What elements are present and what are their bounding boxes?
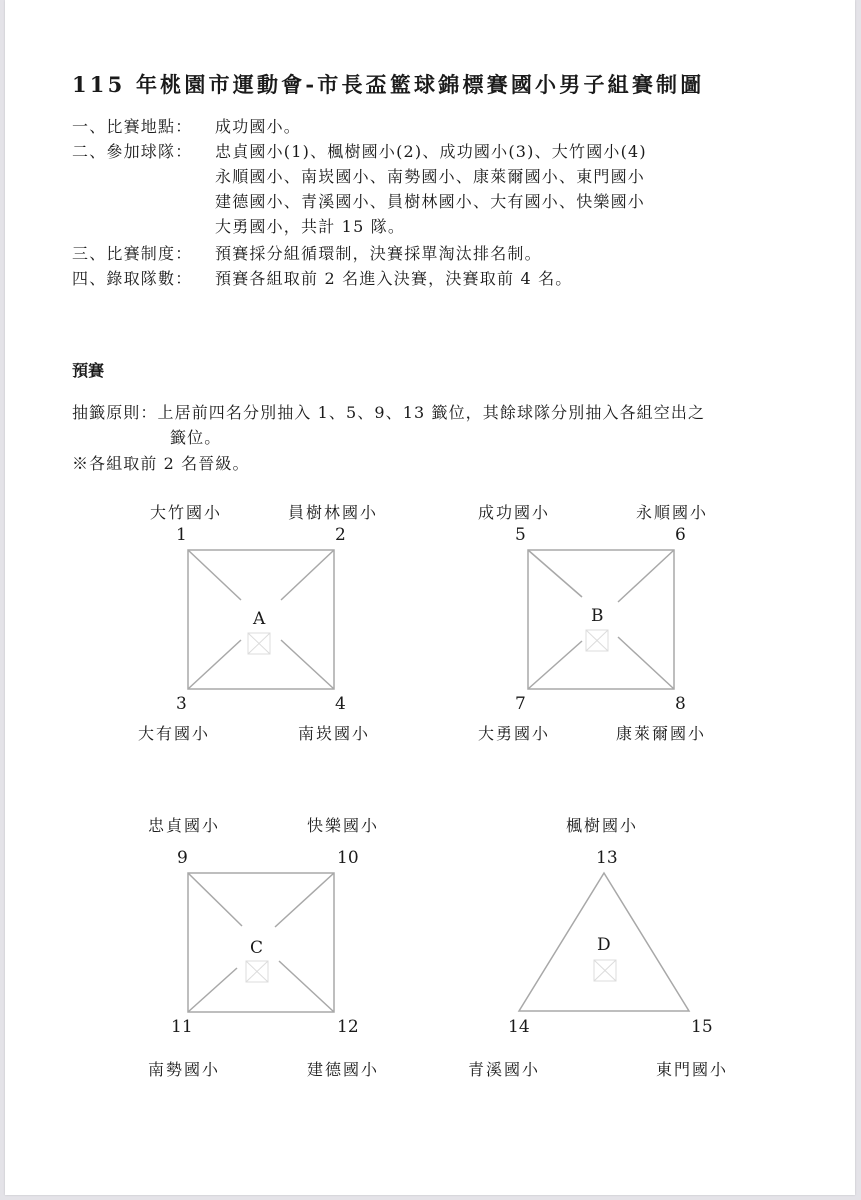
group-a-placeholder-icon: [248, 633, 270, 654]
slot-4-school: 南崁國小: [298, 724, 371, 743]
slot-8-school: 康萊爾國小: [616, 724, 707, 743]
group-a-diagonal: [188, 640, 241, 689]
slot-15-school: 東門國小: [656, 1060, 729, 1079]
slot-4-number: 4: [335, 694, 346, 714]
slot-6-number: 6: [675, 525, 686, 545]
slot-13-number: 13: [596, 848, 618, 868]
slot-1-school: 大竹國小: [150, 503, 223, 522]
group-d-label: D: [597, 935, 611, 955]
slot-7-number: 7: [515, 694, 526, 714]
info-qualify-label: 四、錄取隊數：: [72, 269, 193, 288]
slot-1-number: 1: [176, 525, 187, 545]
slot-2-school: 員樹林國小: [288, 503, 379, 522]
slot-10-school: 快樂國小: [307, 816, 380, 835]
draw-rule-line: 抽籤原則：上居前四名分別抽入 1、5、9、13 籤位，其餘球隊分別抽入各組空出之: [72, 403, 706, 422]
group-d-placeholder-icon: [594, 960, 616, 981]
slot-12-school: 建德國小: [307, 1060, 380, 1079]
group-b-placeholder-icon: [586, 630, 608, 651]
slot-12-number: 12: [337, 1017, 359, 1037]
info-format-value: 預賽採分組循環制，決賽採單淘汰排名制。: [215, 244, 542, 263]
group-c-diagonal: [275, 873, 334, 927]
info-teams-line: 建德國小、青溪國小、員樹林國小、大有國小、快樂國小: [215, 192, 646, 211]
slot-14-school: 青溪國小: [468, 1060, 541, 1079]
group-b-diagonal: [528, 550, 582, 597]
slot-9-school: 忠貞國小: [148, 816, 221, 835]
group-b-label: B: [591, 606, 604, 626]
group-b-diagonal: [618, 550, 674, 602]
slot-2-number: 2: [335, 525, 346, 545]
group-diagrams: [5, 0, 855, 1195]
slot-11-number: 11: [171, 1017, 193, 1037]
info-teams-line: 永順國小、南崁國小、南勢國小、康萊爾國小、東門國小: [215, 167, 646, 186]
group-c-placeholder-icon: [246, 961, 268, 982]
slot-9-number: 9: [177, 848, 188, 868]
info-teams-line: 忠貞國小(1)、楓樹國小(2)、成功國小(3)、大竹國小(4): [215, 142, 647, 161]
slot-7-school: 大勇國小: [478, 724, 551, 743]
prelim-heading: 預賽: [72, 361, 105, 380]
info-format-label: 三、比賽制度：: [72, 244, 193, 263]
slot-3-school: 大有國小: [138, 724, 211, 743]
group-b-diagonal: [618, 637, 674, 689]
info-teams-line: 大勇國小，共計 15 隊。: [215, 217, 406, 236]
group-c-diagonal: [188, 968, 237, 1012]
group-a-diagonal: [188, 550, 241, 600]
group-b-diagonal: [528, 641, 582, 689]
slot-11-school: 南勢國小: [148, 1060, 221, 1079]
group-a-diagonal: [281, 550, 334, 600]
info-teams-label: 二、參加球隊：: [72, 142, 193, 161]
group-a-diagonal: [281, 640, 334, 689]
slot-10-number: 10: [337, 848, 359, 868]
slot-13-school: 楓樹國小: [566, 816, 639, 835]
group-a-label: A: [253, 609, 266, 629]
slot-14-number: 14: [508, 1017, 530, 1037]
group-c-diagonal: [279, 961, 334, 1012]
slot-6-school: 永順國小: [636, 503, 709, 522]
group-c-diagonal: [188, 873, 242, 926]
slot-3-number: 3: [176, 694, 187, 714]
slot-8-number: 8: [675, 694, 686, 714]
group-c-label: C: [250, 938, 264, 958]
advance-note: ※各組取前 2 名晉級。: [72, 454, 250, 473]
draw-rule-line: 籤位。: [170, 428, 222, 447]
info-venue-label: 一、比賽地點：: [72, 117, 193, 136]
info-venue-value: 成功國小。: [215, 117, 302, 136]
document-page: [5, 0, 855, 1195]
document-title: 115 年桃園市運動會-市長盃籃球錦標賽國小男子組賽制圖: [72, 72, 705, 97]
slot-15-number: 15: [691, 1017, 713, 1037]
slot-5-school: 成功國小: [478, 503, 551, 522]
info-qualify-value: 預賽各組取前 2 名進入決賽，決賽取前 4 名。: [215, 269, 573, 288]
slot-5-number: 5: [515, 525, 526, 545]
